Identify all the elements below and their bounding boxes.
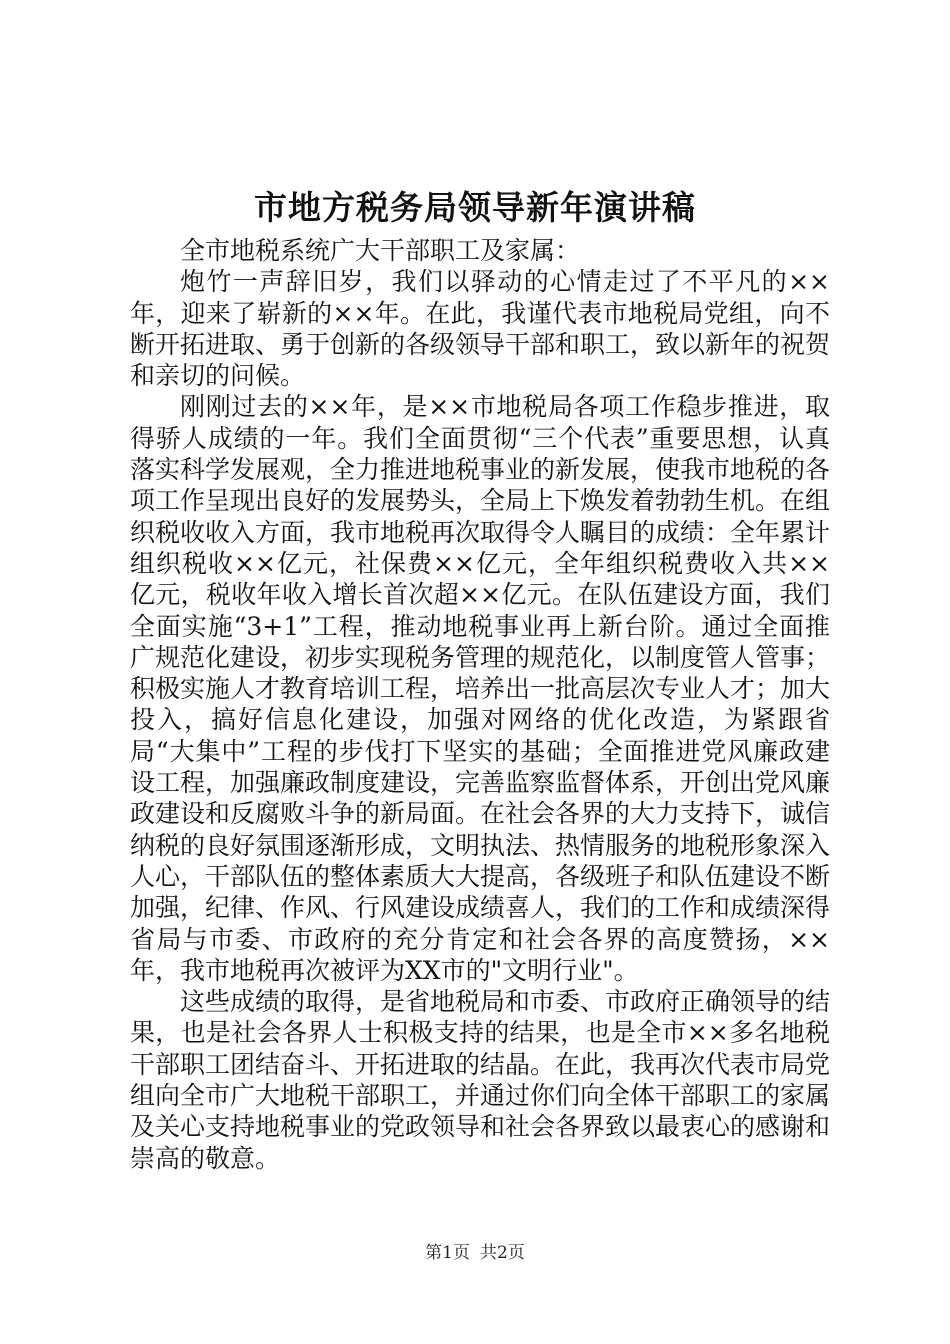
body-paragraph: 刚刚过去的××年，是××市地税局各项工作稳步推进，取得骄人成绩的一年。我们全面贯彻“三个代表”重要思想，认真落实科学发展观，全力推进地税事业的新发展，使我市地税的各项工作呈现出良好的发展势头，全局上下焕发着勃勃生机。在组织税收收入方面，我市地税再次取得令人瞩目的成绩：全年累计组织税收××亿元，社保费××亿元，全年组织税费收入共××亿元，税收年收入增长首次超××亿元。在队伍建设方面，我们全面实施“3+1”工程，推动地税事业再上新台阶。通过全面推广规范化建设，初步实现税务管理的规范化，以制度管人管事；积极实施人才教育培训工程，培养出一批高层次专业人才；加大投入，搞好信息化建设，加强对网络的优化改造，为紧跟省局“大集中”工程的步伐打下坚实的基础；全面推进党风廉政建设工程，加强廉政制度建设，完善监察监督体系，开创出党风廉政建设和反腐败斗争的新局面。在社会各界的大力支持下，诚信纳税的良好氛围逐渐形成，文明执法、热情服务的地税形象深入人心，干部队伍的整体素质大大提高，各级班子和队伍建设不断加强，纪律、作风、行风建设成绩喜人，我们的工作和成绩深得省局与市委、市政府的充分肯定和社会各界的高度赞扬，××年，我市地税再次被评为XX市的"文明行业"。 — [130, 392, 831, 985]
page-total: 共2页 — [480, 1243, 525, 1263]
body-paragraph: 这些成绩的取得，是省地税局和市委、市政府正确领导的结果，也是社会各界人士积极支持的结果，也是全市××多名地税干部职工团结奋斗、开拓进取的结晶。在此，我再次代表市局党组向全市广大地税干部职工，并通过你们向全体干部职工的家属及关心支持地税事业的党政领导和社会各界致以最衷心的感谢和崇高的敬意。 — [130, 987, 831, 1173]
page-number: 第1页 — [425, 1243, 470, 1263]
body-paragraph: 炮竹一声辞旧岁，我们以驿动的心情走过了不平凡的××年，迎来了崭新的××年。在此，我谨代表市地税局党组，向不断开拓进取、勇于创新的各级领导干部和职工，致以新年的祝贺和亲切的问候。 — [130, 267, 831, 391]
page-footer — [0, 1242, 950, 1264]
salutation-paragraph: 全市地税系统广大干部职工及家属： — [180, 236, 581, 265]
document-body — [130, 235, 830, 1174]
document-title: 市地方税务局领导新年演讲稿 — [254, 188, 696, 227]
